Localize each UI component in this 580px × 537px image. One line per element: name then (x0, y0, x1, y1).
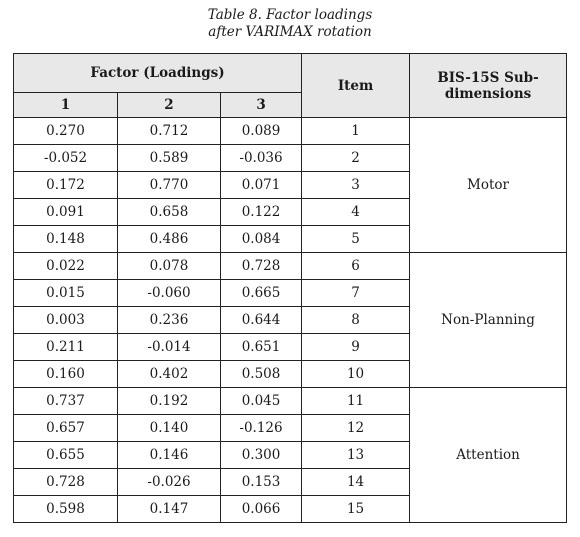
factor-2-loading: 0.712 (118, 118, 221, 145)
factor-3-loading: 0.045 (221, 388, 302, 415)
factor-1-loading: 0.655 (14, 442, 118, 469)
factor-2-loading: 0.658 (118, 199, 221, 226)
item-number: 15 (302, 496, 410, 523)
factor-1-loading: 0.091 (14, 199, 118, 226)
factor-3-loading: 0.665 (221, 280, 302, 307)
table-caption (0, 7, 580, 41)
factor-3-loading: 0.089 (221, 118, 302, 145)
factor-2-loading: 0.770 (118, 172, 221, 199)
factor-1-loading: 0.598 (14, 496, 118, 523)
item-number: 9 (302, 334, 410, 361)
subdimension-label: Non-Planning (410, 253, 567, 388)
factor-2-loading: 0.236 (118, 307, 221, 334)
subdimensions-header-line-1: BIS-15S Sub- (437, 69, 539, 86)
factor-3-header: 3 (221, 93, 302, 118)
item-number: 3 (302, 172, 410, 199)
caption-line-2: after VARIMAX rotation (208, 24, 372, 40)
factor-3-loading: 0.071 (221, 172, 302, 199)
factor-3-loading: 0.508 (221, 361, 302, 388)
factor-loadings-table (13, 53, 567, 523)
item-number: 14 (302, 469, 410, 496)
factor-1-loading: 0.148 (14, 226, 118, 253)
factor-3-loading: 0.728 (221, 253, 302, 280)
factor-group-header: Factor (Loadings) (14, 54, 302, 93)
factor-1-header: 1 (14, 93, 118, 118)
table-row (14, 253, 567, 280)
item-number: 5 (302, 226, 410, 253)
factor-1-loading: 0.160 (14, 361, 118, 388)
factor-3-loading: 0.066 (221, 496, 302, 523)
item-number: 6 (302, 253, 410, 280)
factor-3-loading: -0.126 (221, 415, 302, 442)
factor-1-loading: 0.728 (14, 469, 118, 496)
factor-2-loading: 0.140 (118, 415, 221, 442)
caption-line-1: Table 8. Factor loadings (207, 7, 373, 23)
factor-3-loading: -0.036 (221, 145, 302, 172)
factor-3-loading: 0.651 (221, 334, 302, 361)
factor-2-loading: -0.060 (118, 280, 221, 307)
item-number: 10 (302, 361, 410, 388)
factor-1-loading: 0.172 (14, 172, 118, 199)
item-number: 8 (302, 307, 410, 334)
factor-2-loading: 0.147 (118, 496, 221, 523)
item-number: 4 (302, 199, 410, 226)
factor-2-loading: -0.026 (118, 469, 221, 496)
item-number: 12 (302, 415, 410, 442)
factor-2-loading: 0.146 (118, 442, 221, 469)
subdimensions-header-line-2: dimensions (444, 85, 532, 102)
item-number: 7 (302, 280, 410, 307)
factor-2-loading: 0.402 (118, 361, 221, 388)
item-header: Item (302, 54, 410, 118)
factor-3-loading: 0.084 (221, 226, 302, 253)
factor-2-loading: -0.014 (118, 334, 221, 361)
factor-3-loading: 0.122 (221, 199, 302, 226)
factor-1-loading: 0.270 (14, 118, 118, 145)
subdimension-label: Motor (410, 118, 567, 253)
factor-1-loading: 0.657 (14, 415, 118, 442)
factor-2-loading: 0.078 (118, 253, 221, 280)
subdimension-label: Attention (410, 388, 567, 523)
table-row (14, 388, 567, 415)
factor-2-loading: 0.589 (118, 145, 221, 172)
item-number: 1 (302, 118, 410, 145)
table-body (14, 118, 567, 523)
factor-2-header: 2 (118, 93, 221, 118)
factor-1-loading: -0.052 (14, 145, 118, 172)
item-number: 2 (302, 145, 410, 172)
factor-3-loading: 0.644 (221, 307, 302, 334)
factor-3-loading: 0.153 (221, 469, 302, 496)
factor-2-loading: 0.486 (118, 226, 221, 253)
item-number: 11 (302, 388, 410, 415)
factor-1-loading: 0.737 (14, 388, 118, 415)
factor-1-loading: 0.015 (14, 280, 118, 307)
subdimensions-header (410, 54, 567, 118)
factor-1-loading: 0.022 (14, 253, 118, 280)
factor-3-loading: 0.300 (221, 442, 302, 469)
factor-1-loading: 0.211 (14, 334, 118, 361)
item-number: 13 (302, 442, 410, 469)
factor-1-loading: 0.003 (14, 307, 118, 334)
table-row (14, 118, 567, 145)
factor-2-loading: 0.192 (118, 388, 221, 415)
